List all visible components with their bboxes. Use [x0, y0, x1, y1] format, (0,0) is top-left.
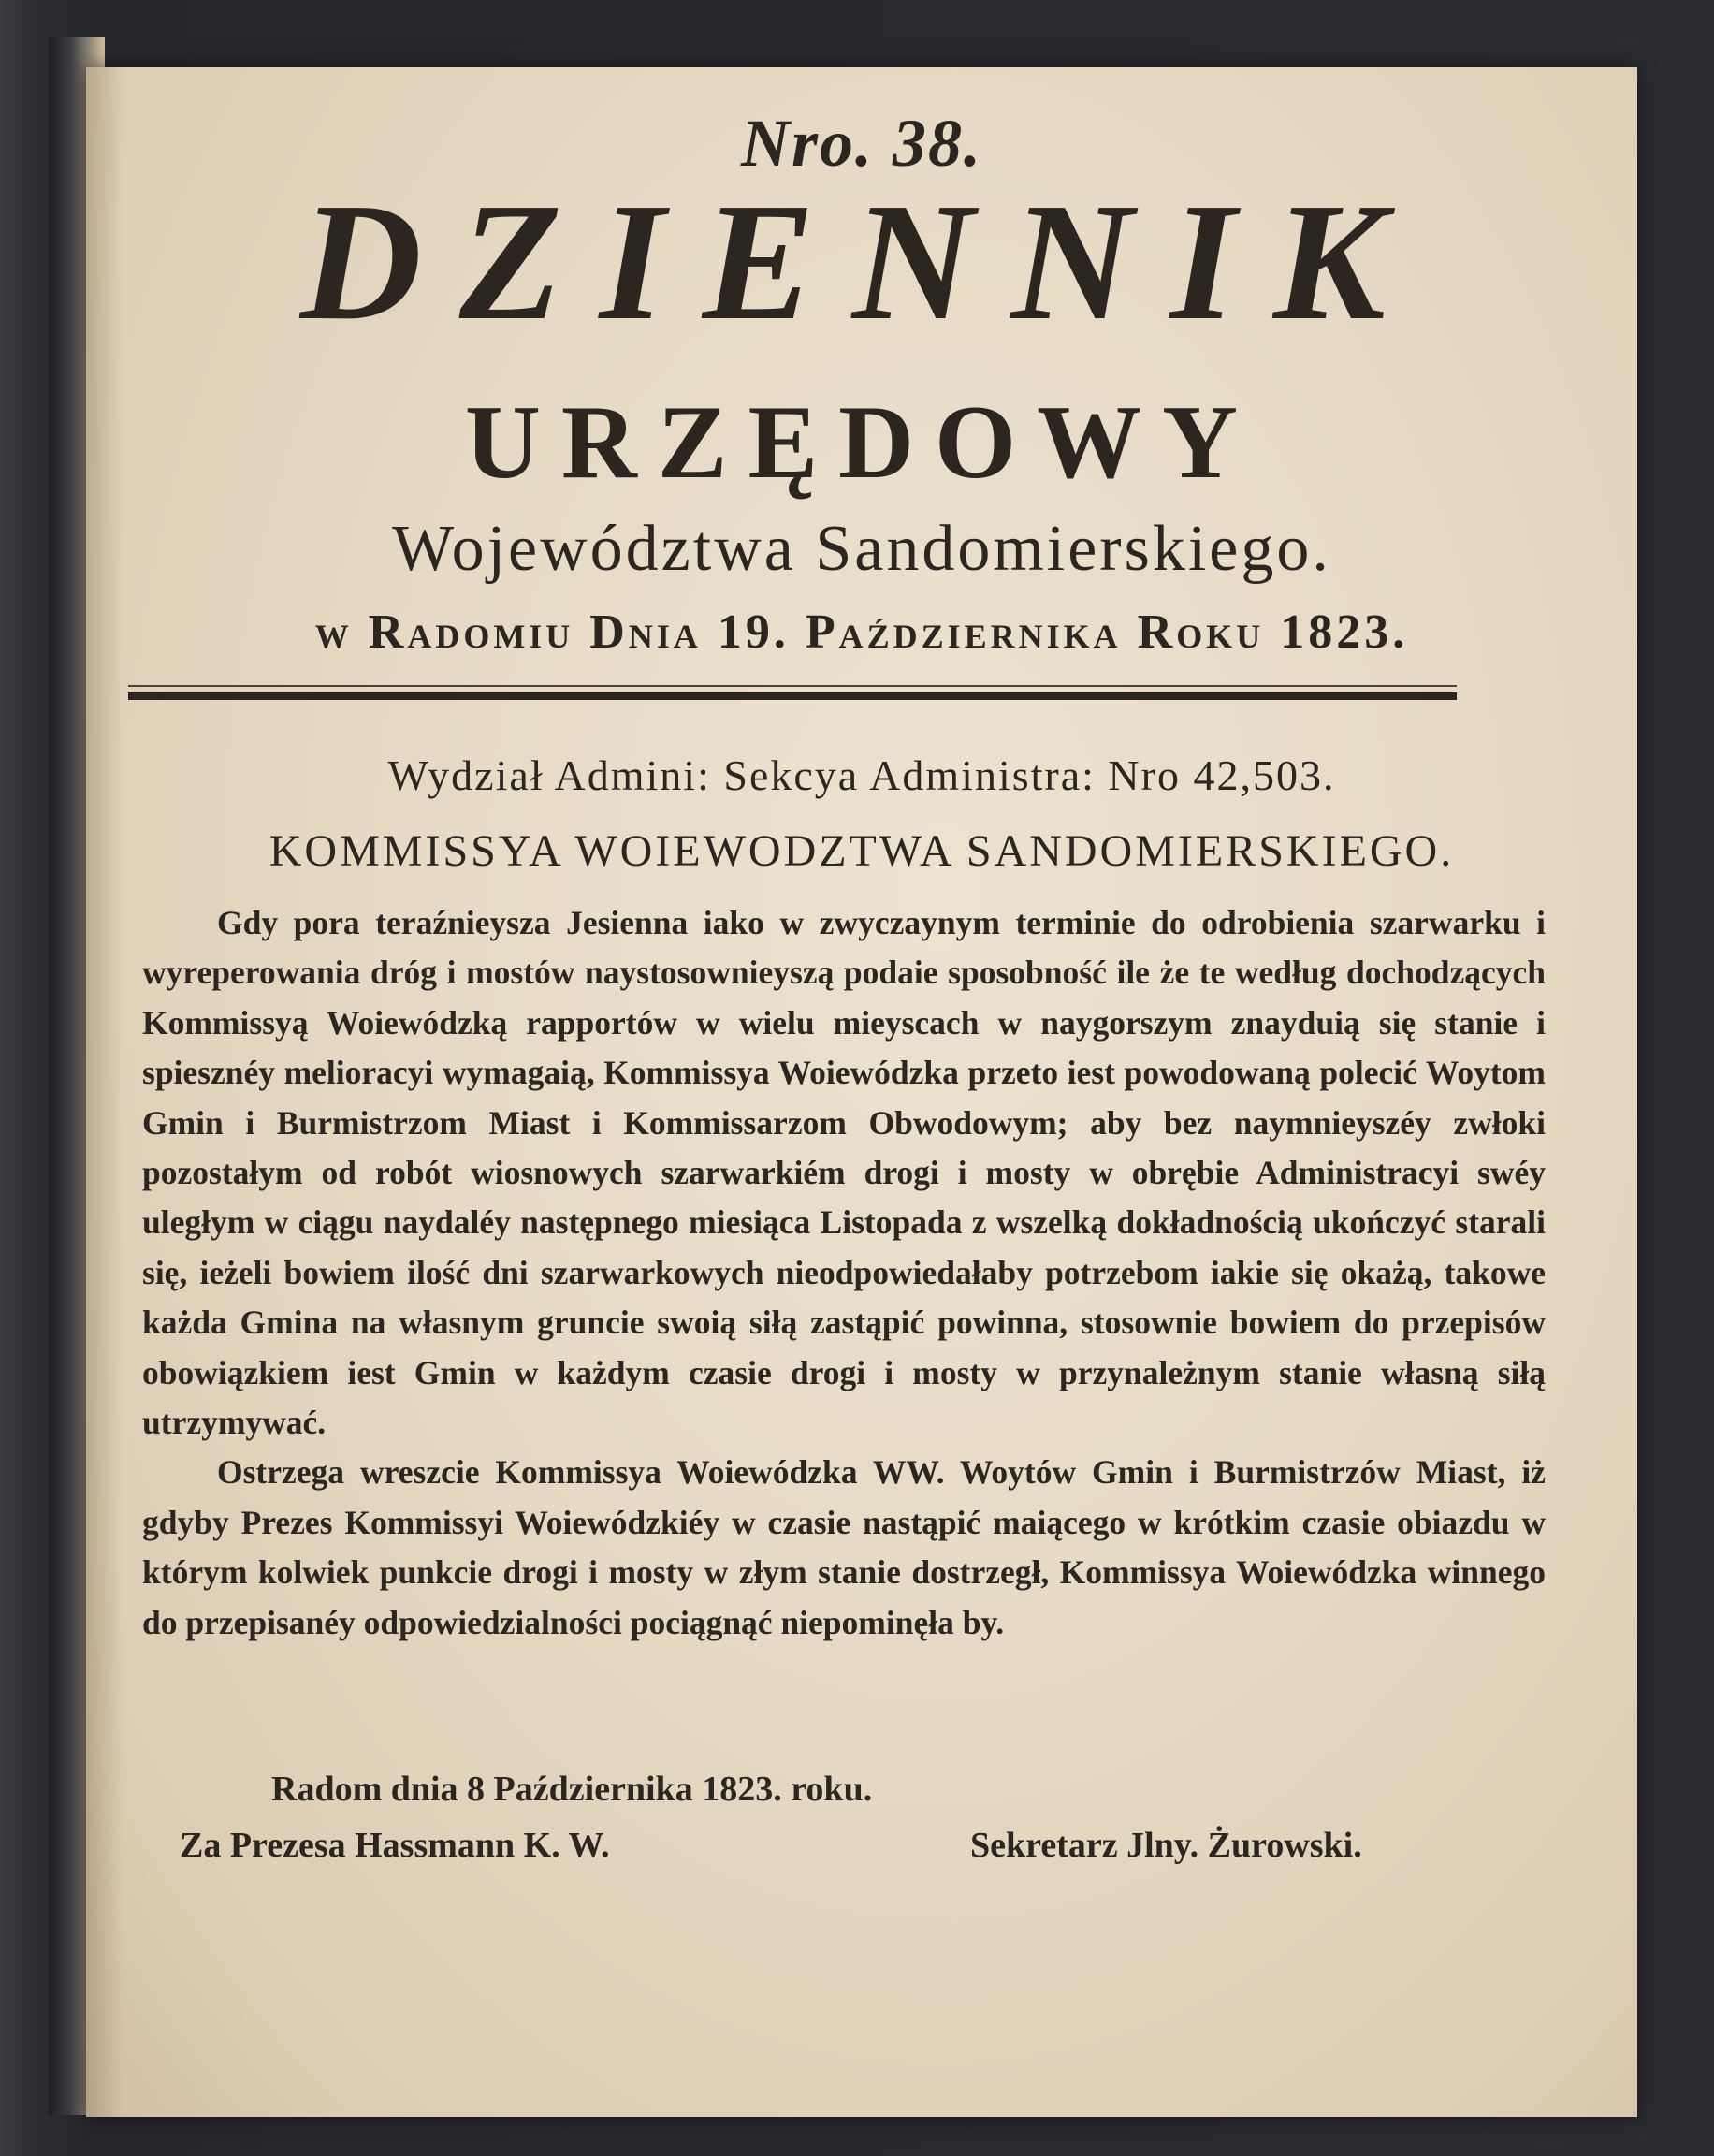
masthead-title: DZIENNIK — [299, 168, 1424, 355]
issue-number: Nro. 38. — [740, 106, 982, 181]
signature-secretary: Sekretarz Jlny. Żurowski. — [970, 1826, 1362, 1865]
issue-dateline: w Radomiu Dnia 19. Października Roku 1823. — [314, 605, 1409, 659]
signature-president: Za Prezesa Hassmann K. W. — [180, 1826, 610, 1865]
province-name: Województwa Sandomierskiego. — [392, 513, 1331, 585]
issuing-authority: KOMMISSYA WOIEWODZTWA SANDOMIERSKIEGO. — [269, 826, 1455, 876]
page-gutter-shadow — [86, 67, 123, 2117]
closing-date: Radom dnia 8 Października 1823. roku. — [271, 1770, 873, 1809]
notice-paragraph: Ostrzega wreszcie Kommissya Woiewódzka WW. Woytów Gmin i Burmistrzów Miast, iż gdyby Prezes Kommissyi Woiewódzkiéy w czasie nastąpić maiącego w krótkim czasie obiazdu w którym kolwiek punkcie drogi i mosty w złym stanie dostrzegł, Kommissya Woiewódzka winnego do przepisanéy odpowiedzialności pociągnąć niepominęła by. — [142, 1453, 1546, 1641]
notice-body — [142, 898, 1546, 1648]
department-reference: Wydział Admini: Sekcya Administra: Nro 42,503. — [387, 751, 1336, 799]
header-divider — [128, 692, 1457, 700]
header-divider-thin — [128, 685, 1457, 687]
document-page — [86, 67, 1637, 2117]
notice-paragraph: Gdy pora teraźnieysza Jesienna iako w zwyczaynym terminie do odrobienia szarwarku i wyreperowania dróg i mostów naystosownieyszą podaie sposobność ile że te według dochodzących Kommissyą Woiewódzką rapportów w wielu mieyscach w naygorszym znayduią się stanie i spiesznéy melioracyi wymagaią, Kommissya Woiewódzka przeto iest powodowaną polecić Woytom Gmin i Burmistrzom Miast i Kommissarzom Obwodowym; aby bez naymnieyszéy zwłoki pozostałym od robót wiosnowych szarwarkiém drogi i mosty w obrębie Administracyi swéy uległym w ciągu naydaléy następnego miesiąca Listopada z wszelką dokładnością ukończyć starali się, ieżeli bowiem ilość dni szarwarkowych nieodpowiedałaby potrzebom iakie się okażą, takowe każda Gmina na własnym gruncie swoią siłą zastąpić powinna, stosownie bowiem do przepisów obowiązkiem iest Gmin w każdym czasie drogi i mosty w przynależnym stanie własną siłą utrzymywać. — [142, 904, 1546, 1442]
masthead-subtitle: URZĘDOWY — [464, 385, 1259, 501]
